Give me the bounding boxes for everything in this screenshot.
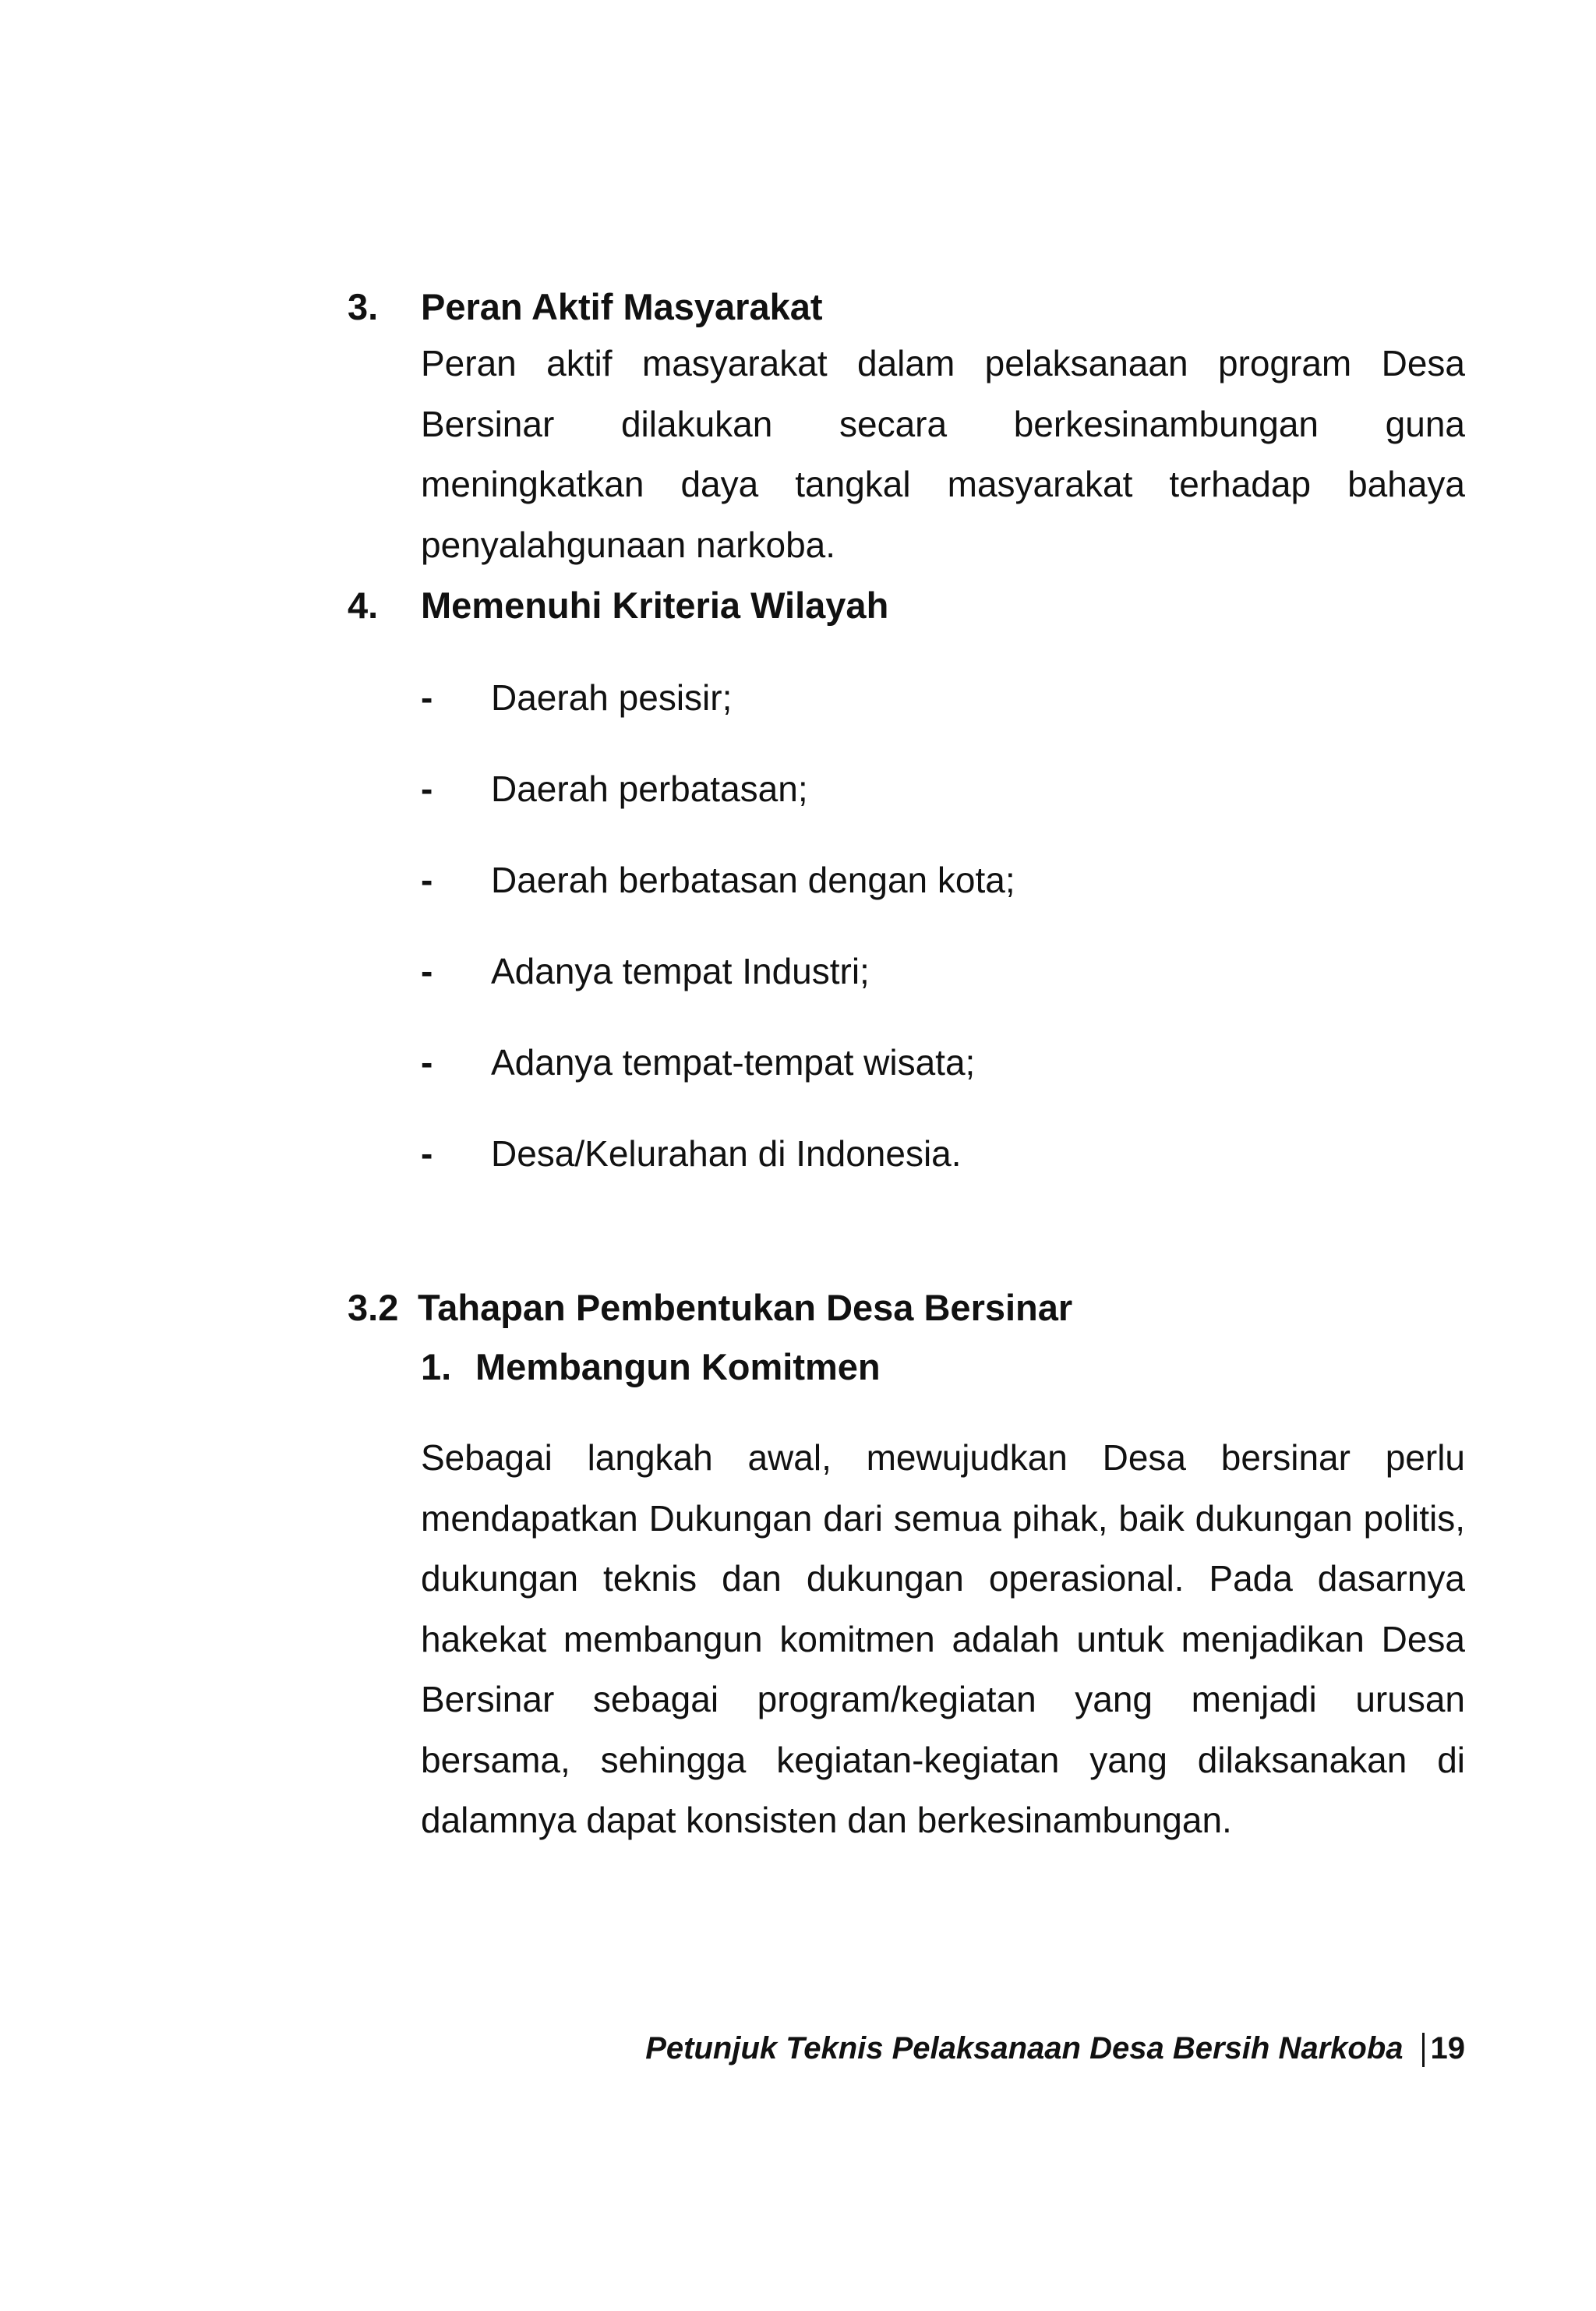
item-4-number: 4. bbox=[348, 585, 379, 626]
section-number: 3.2 bbox=[348, 1287, 399, 1328]
item-3-heading bbox=[348, 284, 823, 330]
item-4-title: Memenuhi Kriteria Wilayah bbox=[421, 585, 889, 626]
section-title: Tahapan Pembentukan Desa Bersinar bbox=[418, 1287, 1073, 1328]
footer-separator bbox=[1422, 2033, 1425, 2067]
list-item bbox=[421, 1039, 975, 1086]
dash-marker: - bbox=[421, 677, 433, 718]
list-item bbox=[421, 948, 870, 995]
page-footer bbox=[645, 2027, 1465, 2070]
subsection-paragraph: Sebagai langkah awal, mewujudkan Desa bersinar perlu mendapatkan Dukungan dari semua pihak, baik dukungan politis, dukungan teknis dan dukungan operasional. Pada dasarnya hakekat membangun komitmen adalah untuk menjadikan Desa Bersinar sebagai program/kegiatan yang menjadi urusan bersama, sehingga kegiatan-kegiatan yang dilaksanakan di dalamnya dapat konsisten dan berkesinambungan. bbox=[421, 1437, 1465, 1840]
item-3-title: Peran Aktif Masyarakat bbox=[421, 286, 823, 327]
list-item bbox=[421, 674, 732, 721]
page-number: 19 bbox=[1430, 2031, 1465, 2065]
list-item bbox=[421, 857, 1015, 903]
item-4-heading bbox=[348, 582, 888, 629]
list-item-text: Daerah berbatasan dengan kota; bbox=[491, 860, 1015, 900]
subsection-title: Membangun Komitmen bbox=[475, 1346, 881, 1387]
list-item bbox=[421, 1130, 962, 1177]
dash-marker: - bbox=[421, 860, 433, 900]
dash-marker: - bbox=[421, 951, 433, 991]
list-item-text: Daerah perbatasan; bbox=[491, 769, 808, 809]
list-item-text: Desa/Kelurahan di Indonesia. bbox=[491, 1133, 962, 1174]
subsection-heading bbox=[421, 1344, 881, 1390]
list-item bbox=[421, 765, 808, 812]
list-item-text: Adanya tempat-tempat wisata; bbox=[491, 1042, 976, 1083]
dash-marker: - bbox=[421, 769, 433, 809]
item-3-paragraph: Peran aktif masyarakat dalam pelaksanaan program Desa Bersinar dilakukan secara berkesinambungan guna meningkatkan daya tangkal masyarakat terhadap bahaya penyalahgunaan narkoba. bbox=[421, 343, 1465, 565]
list-item-text: Daerah pesisir; bbox=[491, 677, 733, 718]
subsection-number: 1. bbox=[421, 1346, 452, 1387]
dash-marker: - bbox=[421, 1042, 433, 1083]
section-heading bbox=[348, 1284, 1072, 1331]
list-item-text: Adanya tempat Industri; bbox=[491, 951, 870, 991]
footer-title: Petunjuk Teknis Pelaksanaan Desa Bersih Narkoba bbox=[645, 2031, 1404, 2065]
dash-marker: - bbox=[421, 1133, 433, 1174]
item-3-number: 3. bbox=[348, 286, 379, 327]
